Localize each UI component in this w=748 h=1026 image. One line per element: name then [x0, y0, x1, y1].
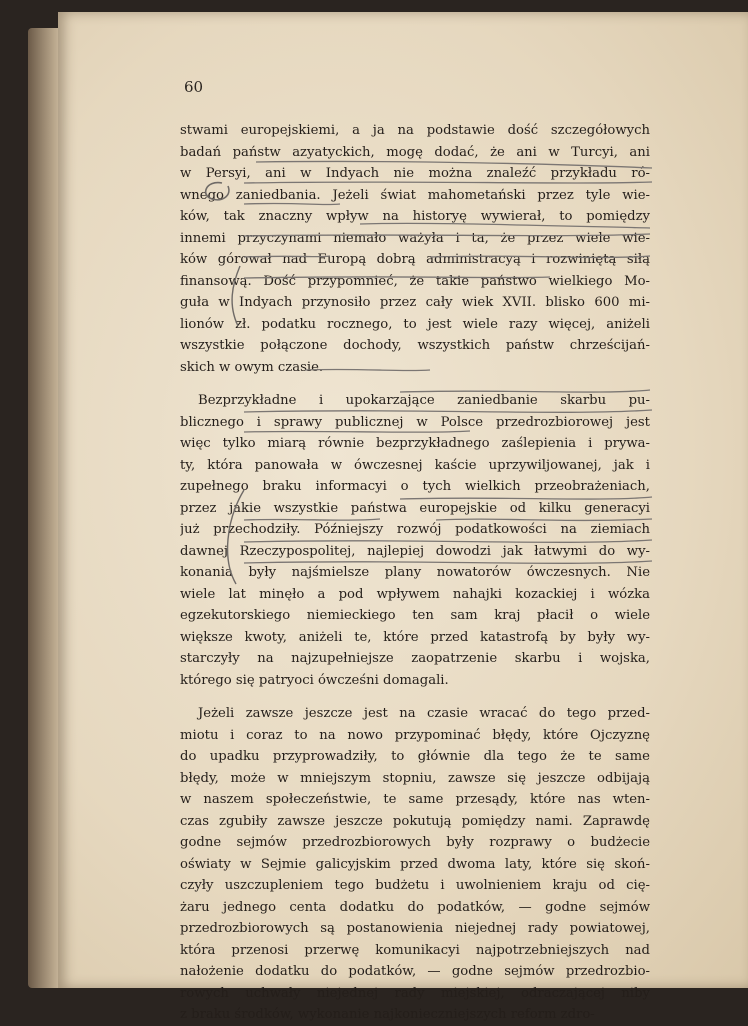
text-line: egzekutorskiego niemieckiego ten sam kraj płacił o wiele	[180, 608, 650, 623]
text-line: przez jakie wszystkie państwa europejskie od kilku generacyi	[180, 500, 650, 516]
text-line: większe kwoty, aniżeli te, które przed katastrofą by były wy-	[180, 629, 650, 645]
text-line: starczyły na najzupełniejsze zaopatrzenie skarbu i wojska,	[180, 651, 650, 666]
text-line: blicznego i sprawy publicznej w Polsce przedrozbiorowej jest	[180, 414, 650, 430]
text-line: wszystkie połączone dochody, wszystkich państw chrześcijań-	[180, 338, 650, 353]
paragraph	[180, 390, 650, 691]
text-line: godne sejmów przedrozbiorowych były rozprawy o budżecie	[180, 835, 650, 850]
paragraph	[180, 120, 650, 378]
text-line: w Persyi, ani w Indyach nie można znaleźć przykładu ró-	[180, 166, 650, 181]
text-line: innemi przyczynami niemało ważyła i ta, że przez wiele wie-	[180, 230, 650, 246]
text-line: już przechodziły. Późniejszy rozwój podatkowości na ziemiach	[180, 522, 650, 537]
text-line: błędy, może w mniejszym stopniu, zawsze się jeszcze odbijają	[180, 770, 650, 786]
text-line: nałożenie dodatku do podatków, — godne sejmów przedrozbio-	[180, 964, 650, 979]
text-line: wiele lat minęło a pod wpływem nahajki kozackiej i wózka	[180, 586, 650, 602]
text-line: przedrozbiorowych są postanowienia niejednej rady powiatowej,	[180, 921, 650, 936]
text-line: Bezprzykładne i upokarzające zaniedbanie skarbu pu-	[198, 393, 650, 408]
text-line: więc tylko miarą równie bezprzykładnego zaślepienia i prywa-	[180, 436, 650, 451]
text-line: rowych uchwały niejednej rady miejskiej, odraczającej niby	[180, 985, 650, 1001]
text-line: dawnej Rzeczypospolitej, najlepiej dowodzi jak łatwymi do wy-	[180, 543, 650, 559]
paragraph-gap	[180, 691, 650, 703]
text-line: zupełnego braku informacyi o tych wielkich przeobrażeniach,	[180, 479, 650, 494]
page-number: 60	[184, 78, 204, 96]
text-line: którego się patryoci ówcześni domagali.	[180, 672, 449, 688]
text-line: guła w Indyach przynosiło przez cały wiek XVII. blisko 600 mi-	[180, 295, 650, 310]
text-line: która przenosi przerwę komunikacyi najpotrzebniejszych nad	[180, 942, 650, 958]
text-line: Jeżeli zawsze jeszcze jest na czasie wracać do tego przed-	[198, 706, 650, 721]
text-line: lionów zł. podatku rocznego, to jest wiele razy więcej, aniżeli	[180, 316, 650, 332]
text-line: oświaty w Sejmie galicyjskim przed dwoma laty, które się skoń-	[180, 856, 650, 872]
text-line: konania były najśmielsze plany nowatorów ówczesnych. Nie	[180, 565, 650, 580]
text-line: badań państw azyatyckich, mogę dodać, że ani w Turcyi, ani	[180, 144, 650, 160]
text-line: ków, tak znaczny wpływ na historyę wywierał, to pomiędzy	[180, 209, 650, 224]
text-line: ty, która panowała w ówczesnej kaście uprzywiljowanej, jak i	[180, 457, 650, 473]
text-line: czyły uszczupleniem tego budżetu i uwolnieniem kraju od cię-	[180, 878, 650, 893]
text-line: ków górował nad Europą dobrą administracyą i rozwiniętą siłą	[180, 252, 650, 267]
text-line: czas zgubiły zawsze jeszcze pokutują pomiędzy nami. Zaprawdę	[180, 813, 650, 829]
text-line: w naszem społeczeństwie, te same przesądy, które nas wten-	[180, 792, 650, 807]
text-line: miotu i coraz to na nowo przypominać błędy, które Ojczyznę	[180, 727, 650, 743]
paragraph-gap	[180, 378, 650, 390]
text-line: finansową. Dość przypomnieć, że takie państwo wielkiego Mo-	[180, 273, 650, 289]
text-line: do upadku przyprowadziły, to głównie dla tego że te same	[180, 749, 650, 764]
paragraph	[180, 703, 650, 1026]
text-line: skich w owym czasie.	[180, 359, 324, 375]
text-line: stwami europejskiemi, a ja na podstawie dość szczegółowych	[180, 123, 650, 138]
text-line: wnego zaniedbania. Jeżeli świat mahometański przez tyle wie-	[180, 187, 650, 203]
text-line: z braku środków, wykonanie najkonieczniejszych reform zdro-	[180, 1007, 595, 1022]
body-text	[180, 120, 650, 1026]
text-line: żaru jednego centa dodatku do podatków, — godne sejmów	[180, 899, 650, 915]
